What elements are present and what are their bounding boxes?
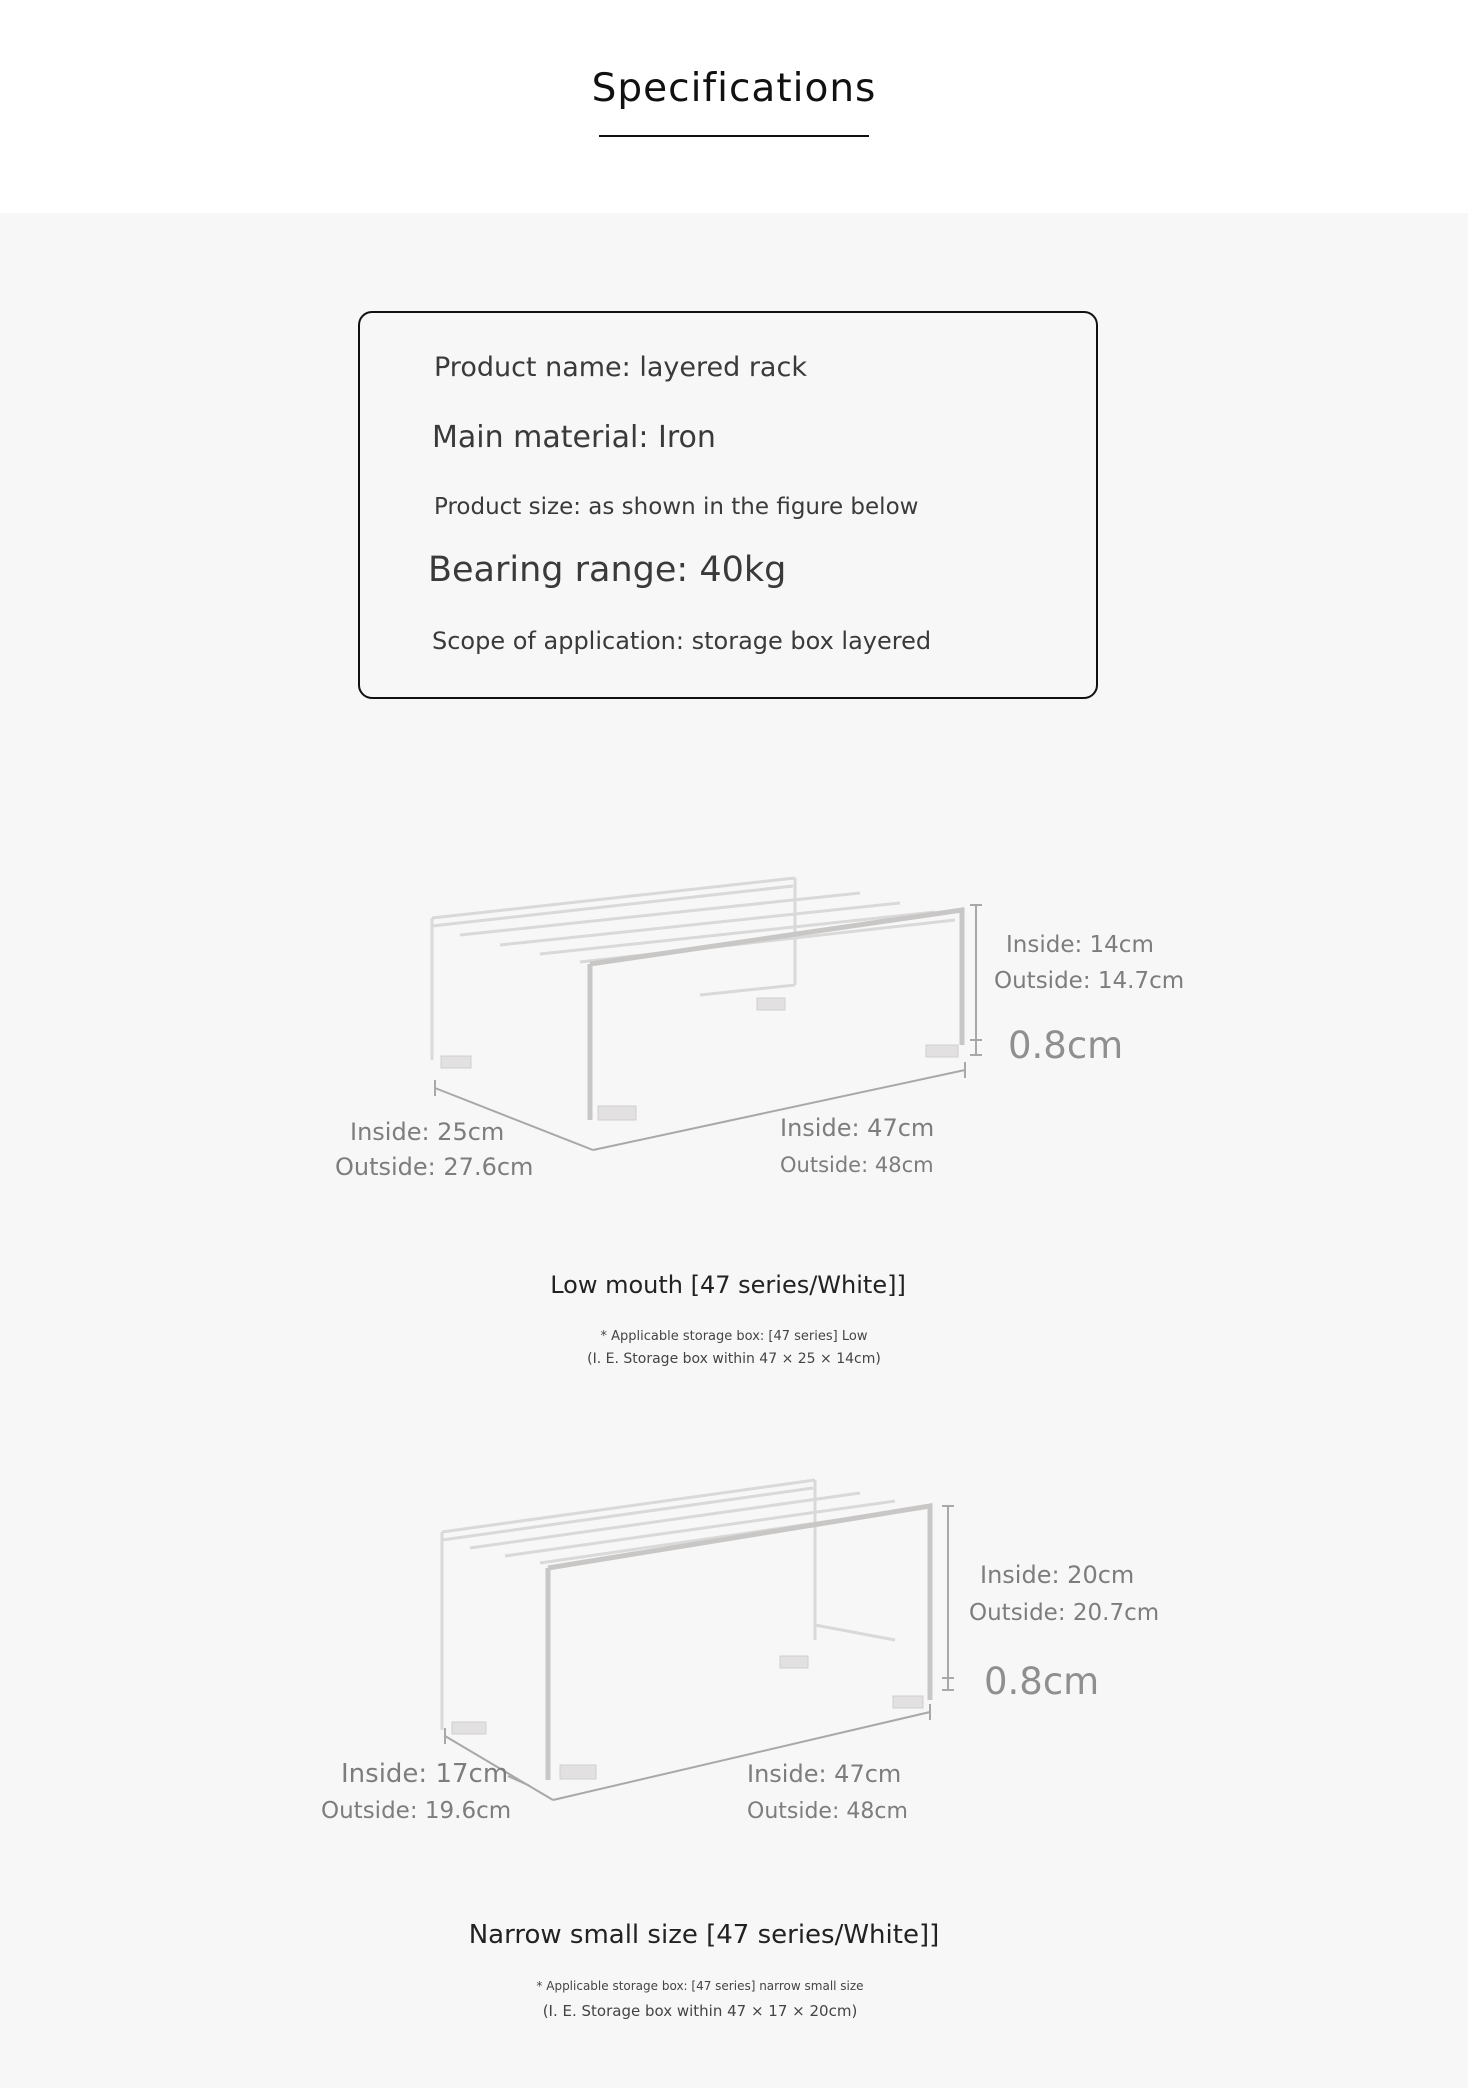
low-width-inside: Inside: 47cm xyxy=(780,1114,935,1142)
page-title: Specifications xyxy=(591,66,877,111)
narrow-caption: Narrow small size [47 series/White]] xyxy=(468,1920,940,1950)
spec-bearing: Bearing range: 40kg xyxy=(428,550,787,590)
narrow-height-inside: Inside: 20cm xyxy=(980,1561,1135,1589)
rack-narrow-front-leg xyxy=(548,1506,930,1780)
low-width-outside: Outside: 48cm xyxy=(780,1153,934,1177)
narrow-height-outside: Outside: 20.7cm xyxy=(969,1600,1160,1626)
spec-scope: Scope of application: storage box layered xyxy=(432,627,932,655)
low-height-inside: Inside: 14cm xyxy=(1006,932,1154,958)
narrow-width-inside: Inside: 47cm xyxy=(747,1760,902,1788)
narrow-depth-inside: Inside: 17cm xyxy=(341,1759,509,1789)
low-note-1: * Applicable storage box: [47 series] Low xyxy=(600,1329,868,1344)
spec-material: Main material: Iron xyxy=(432,420,716,455)
spec-product-name: Product name: layered rack xyxy=(434,352,807,383)
narrow-note-1: * Applicable storage box: [47 series] narrow small size xyxy=(536,1979,864,1993)
narrow-foot-height: 0.8cm xyxy=(984,1660,1100,1703)
narrow-note-2: (I. E. Storage box within 47 × 17 × 20cm) xyxy=(542,2002,858,2020)
low-depth-inside: Inside: 25cm xyxy=(350,1118,505,1146)
low-note-2: (I. E. Storage box within 47 × 25 × 14cm) xyxy=(587,1351,881,1367)
narrow-depth-outside: Outside: 19.6cm xyxy=(321,1798,512,1824)
rack-narrow-dim-lines xyxy=(445,1506,954,1800)
low-foot-height: 0.8cm xyxy=(1008,1024,1124,1067)
narrow-width-outside: Outside: 48cm xyxy=(747,1799,908,1824)
low-caption: Low mouth [47 series/White]] xyxy=(550,1271,906,1299)
low-height-outside: Outside: 14.7cm xyxy=(994,968,1185,994)
spec-size: Product size: as shown in the figure below xyxy=(434,494,919,520)
low-depth-outside: Outside: 27.6cm xyxy=(335,1153,534,1181)
